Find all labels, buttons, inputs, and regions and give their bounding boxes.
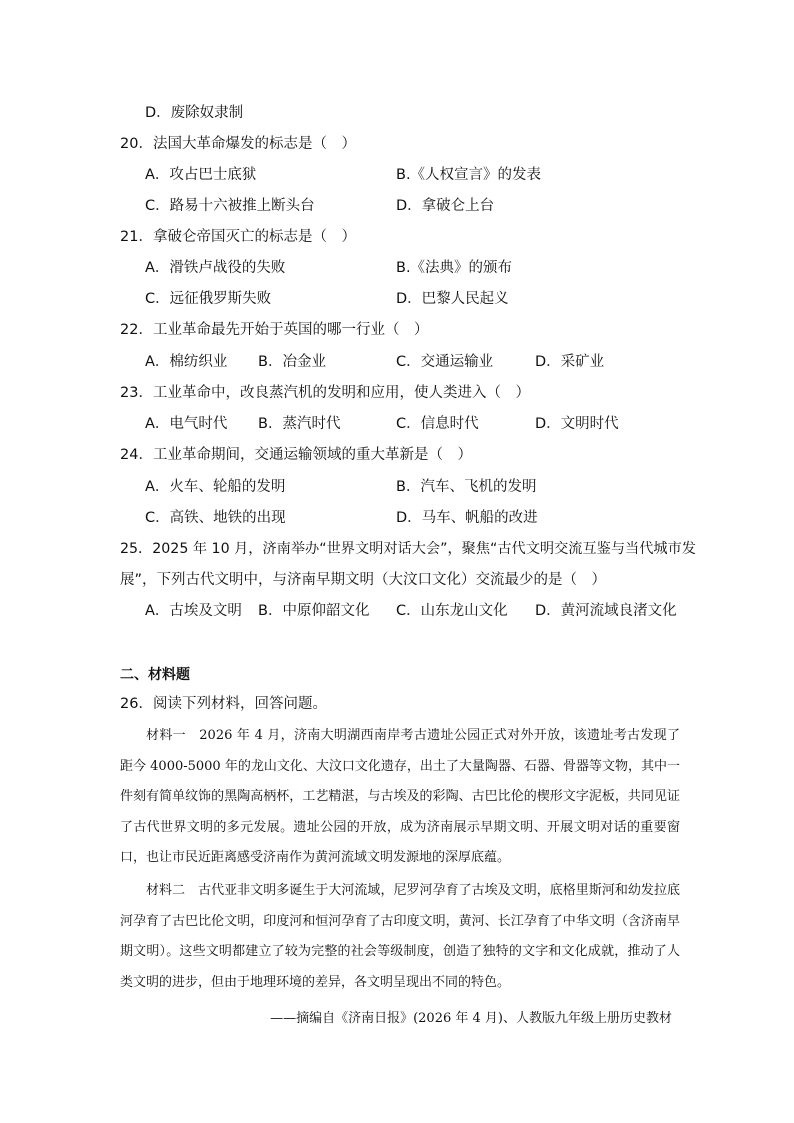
- q21-option-c: C．远征俄罗斯失败: [145, 291, 272, 307]
- q23-stem: 23．工业革命中，改良蒸汽机的发明和应用，使人类进入（ ）: [120, 385, 530, 401]
- q22-option-d: D．采矿业: [535, 354, 605, 370]
- q20-option-d: D．拿破仑上台: [396, 198, 495, 214]
- q24-option-a: A．火车、轮船的发明: [145, 479, 286, 495]
- q20-option-c: C．路易十六被推上断头台: [145, 198, 315, 214]
- q24-option-c: C．高铁、地铁的出现: [145, 510, 286, 526]
- q21-stem: 21．拿破仑帝国灭亡的标志是（ ）: [120, 229, 356, 245]
- q19-option-d: D．废除奴隶制: [145, 105, 244, 121]
- q23-option-a: A．电气时代: [145, 416, 228, 432]
- q24-option-b: B．汽车、飞机的发明: [396, 479, 537, 495]
- q25-option-b: B．中原仰韶文化: [258, 603, 370, 619]
- q25-option-a: A．古埃及文明: [145, 603, 242, 619]
- q20-stem: 20．法国大革命爆发的标志是（ ）: [120, 136, 356, 152]
- q21-option-b: B.《法典》的颁布: [396, 260, 513, 276]
- q25-stem-line1: 25．2025 年 10 月，济南举办“世界文明对话大会”，聚焦“古代文明交流互鉴与当代城市发: [120, 541, 696, 557]
- q23-option-b: B．蒸汽时代: [258, 416, 341, 432]
- material-one: 材料一 2026 年 4 月，济南大明湖西南岸考古遗址公园正式对外开放，该遗址考古发现了距今 4000-5000 年的龙山文化、大汶口文化遗存，出土了大量陶器、石器、骨器等文物，其中一件刻有简单纹饰的黑陶高柄杯，工艺精湛，与古埃及的彩陶、古巴比伦的楔形文字泥板，共同见证了古代世界文明的多元发展。遗址公园的开放，成为济南展示早期文明、开展文明对话的重要窗口，也让市民近距离感受济南作为黄河流域文明发源地的深厚底蕴。: [120, 728, 680, 866]
- q25-stem-line2: 展”，下列古代文明中，与济南早期文明（大汶口文化）交流最少的是（ ）: [120, 572, 607, 588]
- q21-option-a: A．滑铁卢战役的失败: [145, 260, 286, 276]
- material-two: 材料二 古代亚非文明多诞生于大河流域，尼罗河孕育了古埃及文明，底格里斯河和幼发拉底河孕育了古巴比伦文明，印度河和恒河孕育了古印度文明，黄河、长江孕育了中华文明（含济南早期文明）。这些文明都建立了较为完整的社会等级制度，创造了独特的文字和文化成就，推动了人类文明的进步，但由于地理环境的差异，各文明呈现出不同的特色。: [120, 883, 680, 990]
- q24-option-d: D．马车、帆船的改进: [396, 510, 538, 526]
- material-source: ——摘编自《济南日报》(2026 年 4 月)、人教版九年级上册历史教材: [270, 1011, 672, 1026]
- q20-option-a: A．攻占巴士底狱: [145, 167, 257, 183]
- q23-option-c: C．信息时代: [396, 416, 479, 432]
- q22-option-a: A．棉纺织业: [145, 354, 228, 370]
- q21-option-d: D．巴黎人民起义: [396, 291, 509, 307]
- q22-option-b: B．冶金业: [258, 354, 326, 370]
- q26-stem: 26．阅读下列材料，回答问题。: [120, 696, 327, 712]
- q25-option-d: D．黄河流域良渚文化: [535, 603, 677, 619]
- q20-option-b: B.《人权宣言》的发表: [396, 167, 542, 183]
- q22-option-c: C．交通运输业: [396, 354, 494, 370]
- q22-stem: 22．工业革命最先开始于英国的哪一行业（ ）: [120, 322, 429, 338]
- q24-stem: 24．工业革命期间，交通运输领域的重大革新是（ ）: [120, 447, 472, 463]
- q23-option-d: D．文明时代: [535, 416, 619, 432]
- q25-option-c: C．山东龙山文化: [396, 603, 508, 619]
- section-heading: 二、材料题: [120, 667, 190, 683]
